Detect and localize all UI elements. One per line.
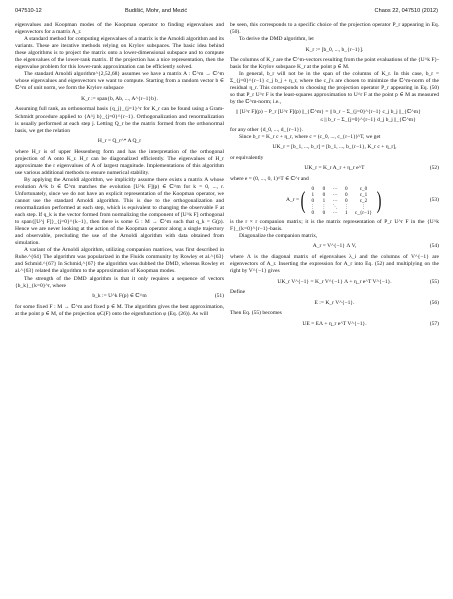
equation-57	[230, 320, 439, 328]
matrix-cell: 0	[311, 209, 315, 216]
equation-56	[230, 299, 439, 307]
paragraph: A standard method for computing eigenvalues of a matrix is the Arnoldi algorithm and its variants. These are iterative methods relying on Krylov subspaces. The basic idea behind these algorithms is to project the matrix onto a lower-dimensional subspace and to compute the eigenvalues of the lower-rank matrix. If the projection has a nice representation, then the eigenvalue problem for this lower-rank approximation can be efficiently solved.	[15, 36, 224, 71]
matrix-cell: 0	[322, 209, 326, 216]
paragraph: Since b_r = K_r c + η_r, where c = (c_0, ..., c_{r−1})^T, we get	[239, 133, 381, 140]
equation-text: UE = EΛ + η_r e^T V^{−1}.	[302, 320, 367, 327]
paragraph: To derive the DMD algorithm, let	[239, 36, 314, 43]
matrix-cell: c_0	[359, 185, 368, 192]
paragraph: Then Eq. (55) becomes	[230, 310, 282, 317]
matrix-cell: ⋮	[321, 203, 327, 210]
paragraph: eigenvalues and Koopman modes of the Koopman operator to finding eigenvalues and eigenvectors for a matrix A_r.	[15, 22, 224, 36]
equation-number: (55)	[429, 278, 439, 285]
equation-text: K_r := [b_0, ..., b_{r−1}].	[305, 46, 364, 53]
equation-number: (57)	[429, 320, 439, 327]
equation-54	[230, 243, 439, 251]
matrix-cell: 0	[322, 191, 326, 198]
equation-number: (52)	[429, 165, 439, 172]
paragraph: The standard Arnoldi algorithm^{2,52,68} assumes we have a matrix A : ℂ^m → ℂ^m whose eigenvalues and eigenvectors we want to compute. Starting from a random vector b ∈ ℂ^m of unit norm, we form the Krylov subspace	[15, 71, 224, 92]
paragraph: A variant of the Arnoldi algorithm, utilizing companion matrices, was first described in Ruhe.^{64} The algorithm was popularized in the Fluids community by Rowley et al.^{63} and Schmid.^{67} In Schmid,^{67} the algorithm was dubbed the DMD, whereas Rowley et al.^{63} related the algorithm to the approximation of Koopman modes.	[15, 247, 224, 275]
equation-text: A_r =	[285, 197, 300, 204]
equation-53	[230, 186, 439, 216]
equation-text: || [U^r F](p) − P_r [U^r F](p) ||_{ℂ^m} = || b_r − Σ_{j=0}^{r−1} c_j b_j ||_{ℂ^m}	[236, 109, 421, 116]
equation-least-squares	[230, 109, 439, 123]
equation-text: K_r := span{b, Ab, ..., A^{r−1}b}.	[81, 95, 158, 102]
equation-hessenberg	[15, 138, 224, 146]
paragraph: is the r × r companion matrix; it is the matrix representation of P_r U^r F in the {U^k F}_{k=0}^{r−1}-basis.	[230, 218, 439, 232]
equation-krylov	[15, 95, 224, 103]
matrix-cell: ···	[332, 185, 338, 192]
matrix-cell: 0	[345, 185, 348, 192]
matrix-cell: 0	[345, 191, 348, 198]
page-number: 047510-12	[15, 8, 42, 14]
matrix-cell: ⋮	[343, 203, 349, 210]
equation-number: (53)	[429, 197, 439, 204]
paragraph: where Λ is the diagonal matrix of eigenvalues λ_i and the columns of V^{−1} are eigenvectors of A_r. Inserting the expression for A_r into Eq. (52) and multiplying on the right by V^{−1} gives	[230, 253, 439, 274]
matrix-cell: c_{r−1}	[354, 209, 373, 216]
matrix-cell: 1	[311, 191, 315, 198]
equation-text: UK_r V^{−1} = K_r V^{−1} Λ + η_r e^T V^{−1}.	[277, 278, 392, 285]
left-bracket: (	[300, 187, 306, 214]
paragraph: Assuming full rank, an orthonormal basis {q_j}_{j=1}^r for K_r can be found using a Gram-Schmidt procedure applied to {A^j b}_{j=0}^{r−1}. Orthogonalization and renormalization is usually performed at each step j. Letting Q_r be the matrix formed from the orthonormal basis, we get the relation	[15, 106, 224, 134]
matrix-grid	[307, 186, 375, 216]
equation-51	[15, 293, 224, 301]
matrix-cell: 0	[345, 197, 348, 204]
paragraph: The strength of the DMD algorithm is that it only requires a sequence of vectors {b_k}_{k=0}^r, where	[15, 275, 224, 289]
paragraph: Define	[230, 289, 246, 296]
matrix-cell: ⋮	[360, 203, 367, 210]
equation-text: H_r = Q_r^* A Q_r	[97, 138, 142, 145]
matrix-row	[307, 210, 375, 216]
paragraph: for any other {d_0, ..., d_{r−1}}.	[230, 126, 304, 133]
matrix-cell: ···	[332, 209, 338, 216]
matrix-cell: ···	[332, 191, 338, 198]
equation-text: A_r = V^{−1} Λ V,	[312, 243, 357, 250]
paragraph: where H_r is of upper Hessenberg form and has the interpretation of the orthogonal projection of A onto K_r. H_r can be diagonalized efficiently. The eigenvalues of H_r approximate the r eigenvalues of A of largest magnitude. Implementations of this algorithm use various additional methods to ensure numerical stability.	[15, 148, 224, 176]
paragraph: or equivalently	[230, 154, 264, 161]
matrix-cell: ···	[332, 197, 338, 204]
equation-number: (54)	[429, 243, 439, 250]
matrix-cell: ⋮	[310, 203, 316, 210]
equation-text: b_k := U^k F(p) ∈ ℂ^m	[92, 293, 147, 300]
journal-ref: Chaos 22, 047510 (2012)	[374, 8, 438, 14]
matrix-cell: 0	[311, 197, 315, 204]
matrix-cell: 0	[311, 185, 315, 192]
running-header	[15, 8, 438, 17]
equation-55	[230, 278, 439, 286]
equation-text: UK_r = [b_1, ..., b_r] = [b_1, ..., b_{r−1}, K_r c + η_r],	[272, 144, 397, 151]
matrix-cell: 1	[345, 209, 348, 216]
paragraph: In general, b_r will not be in the span of the columns of K_r. In this case, b_r = Σ_{j=0}^{r−1} c_j b_j + η_r, where the c_j's are chosen to minimize the ℂ^m-norm of the residual η_r. This corresponds to choosing the projection operator P_r appearing in Eq. (50) so that P_r U^r F is the least-squares approximation to U^r F at the point p ∈ M as measured by the ℂ^m-norm; i.e.,	[230, 71, 439, 106]
authors: Budišić, Mohr, and Mezić	[125, 8, 188, 14]
matrix-cell: ⋱	[332, 203, 338, 210]
paragraph: Diagonalize the companion matrix,	[239, 232, 318, 239]
equation-text: ≤ || b_r − Σ_{j=0}^{r−1} d_j b_j ||_{ℂ^m}	[320, 116, 416, 123]
paragraph: By applying the Arnoldi algorithm, we implicitly assume there exists a matrix A whose evolution A^k b ∈ ℂ^m matches the evolution [U^k F](p) ∈ ℂ^m for k = 0, ..., r. Unfortunately, since we do not have an explicit representation of the Koopman operator, we cannot use the standard Arnoldi algorithm. This is due to the orthogonalization and renormalization performed at each step, which is equivalent to changing the observable F at each step. If q_k is the vector formed from normalizing the component of [U^k F] orthogonal to span{[U^j F]}_{j=0}^{k−1}, then there is some G : M → ℂ^m such that q_k = G(p). Hence we are never looking at the action of the Koopman operator along a single trajectory and observable, precluding the use of the Arnoldi algorithm with data obtained from simulation.	[15, 176, 224, 247]
equation-text: E := K_r V^{−1}.	[314, 299, 355, 306]
matrix-cell: 1	[322, 197, 326, 204]
equation-ukr	[230, 144, 439, 152]
left-column	[15, 22, 224, 318]
equation-52	[230, 165, 439, 173]
matrix-cell: c_2	[359, 197, 368, 204]
companion-matrix	[299, 186, 383, 216]
right-bracket: )	[376, 187, 382, 214]
paragraph: where e = (0, ..., 0, 1)^T ∈ ℂ^r and	[230, 175, 309, 182]
equation-number: (51)	[214, 293, 224, 300]
right-column	[230, 22, 439, 331]
paragraph: The columns of K_r are the ℂ^m-vectors resulting from the point evaluations of the {U^k F}-basis for the Krylov subspace K_r at the point p ∈ M.	[230, 57, 439, 71]
equation-kr	[230, 46, 439, 54]
equation-text: UK_r = K_r A_r + η_r e^T	[304, 165, 365, 172]
paragraph: be seen, this corresponds to a specific choice of the projection operator P_r appearing in Eq. (50).	[230, 22, 439, 36]
equation-number: (56)	[429, 299, 439, 306]
matrix-cell: c_1	[359, 191, 368, 198]
paragraph: for some fixed F : M → ℂ^m and fixed p ∈ M. The algorithm gives the best approximation, at the point p ∈ M, of the projection φC(F) onto the eigenfunction φ (Eq. (26)). As will	[15, 303, 224, 317]
matrix-cell: 0	[322, 185, 326, 192]
